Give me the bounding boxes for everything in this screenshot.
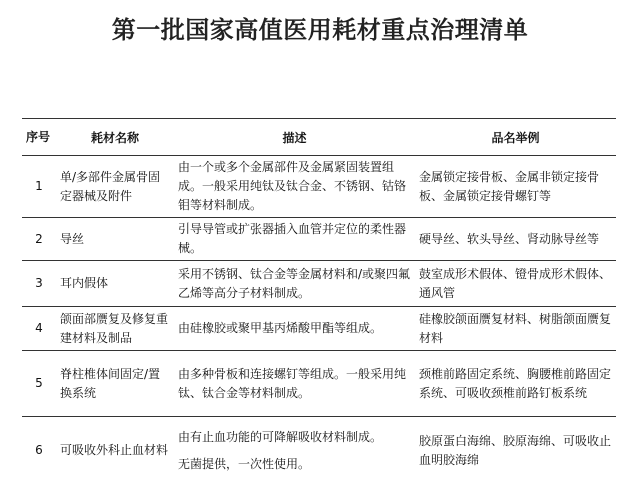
row-examples: 颈椎前路固定系统、胸腰椎前路固定系统、可吸收颈椎前路钉板系统 [415,351,616,417]
row-name: 单/多部件金属骨固定器械及附件 [56,156,174,218]
row-name: 耳内假体 [56,261,174,307]
row-description [174,218,415,261]
description-text: 由硅橡胶或聚甲基丙烯酸甲酯等组成。 [178,321,383,335]
description-text: 由有止血功能的可降解吸收材料制成。 [178,429,383,444]
header-examples: 品名举例 [415,119,616,156]
row-name: 脊柱椎体间固定/置换系统 [56,351,174,417]
row-description [174,261,415,307]
table-row [22,261,616,307]
row-description [174,351,415,417]
consumables-table [22,118,616,485]
description-text: 引导导管或扩张器插入血管并定位的柔性器械。 [178,222,407,255]
table-row [22,156,616,218]
header-desc: 描述 [174,119,415,156]
table-row [22,417,616,485]
row-index: 5 [22,351,56,417]
row-index: 1 [22,156,56,218]
row-description [174,307,415,351]
row-name: 导丝 [56,218,174,261]
description-text: 由多种骨板和连接螺钉等组成。一般采用纯钛、钛合金等材料制成。 [178,366,407,400]
row-description [174,417,415,485]
row-index: 2 [22,218,56,261]
description-text: 由一个或多个金属部件及金属紧固装置组成。一般采用纯钛及钛合金、不锈钢、钴铬钼等材料制成。 [178,160,407,212]
row-index: 6 [22,417,56,485]
row-index: 3 [22,261,56,307]
table-row [22,307,616,351]
description-text: 采用不锈钢、钛合金等金属材料和/或聚四氟乙烯等高分子材料制成。 [178,266,411,300]
page-title: 第一批国家高值医用耗材重点治理清单 [111,16,529,44]
header-index: 序号 [22,119,56,156]
row-name: 颌面部赝复及修复重建材料及制品 [56,307,174,351]
row-examples: 胶原蛋白海绵、胶原海绵、可吸收止血明胶海绵 [415,417,616,485]
row-name: 可吸收外科止血材料 [56,417,174,485]
header-name: 耗材名称 [56,119,174,156]
row-examples: 硅橡胶颌面赝复材料、树脂颌面赝复材料 [415,307,616,351]
table-header-row [22,119,616,156]
row-examples: 硬导丝、软头导丝、肾动脉导丝等 [415,218,616,261]
table-row [22,218,616,261]
row-description [174,156,415,218]
table-row [22,351,616,417]
row-examples: 金属锁定接骨板、金属非锁定接骨板、金属锁定接骨螺钉等 [415,156,616,218]
row-examples: 鼓室成形术假体、镫骨成形术假体、通风管 [415,261,616,307]
row-index: 4 [22,307,56,351]
description-text: 无菌提供，一次性使用。 [178,456,311,471]
